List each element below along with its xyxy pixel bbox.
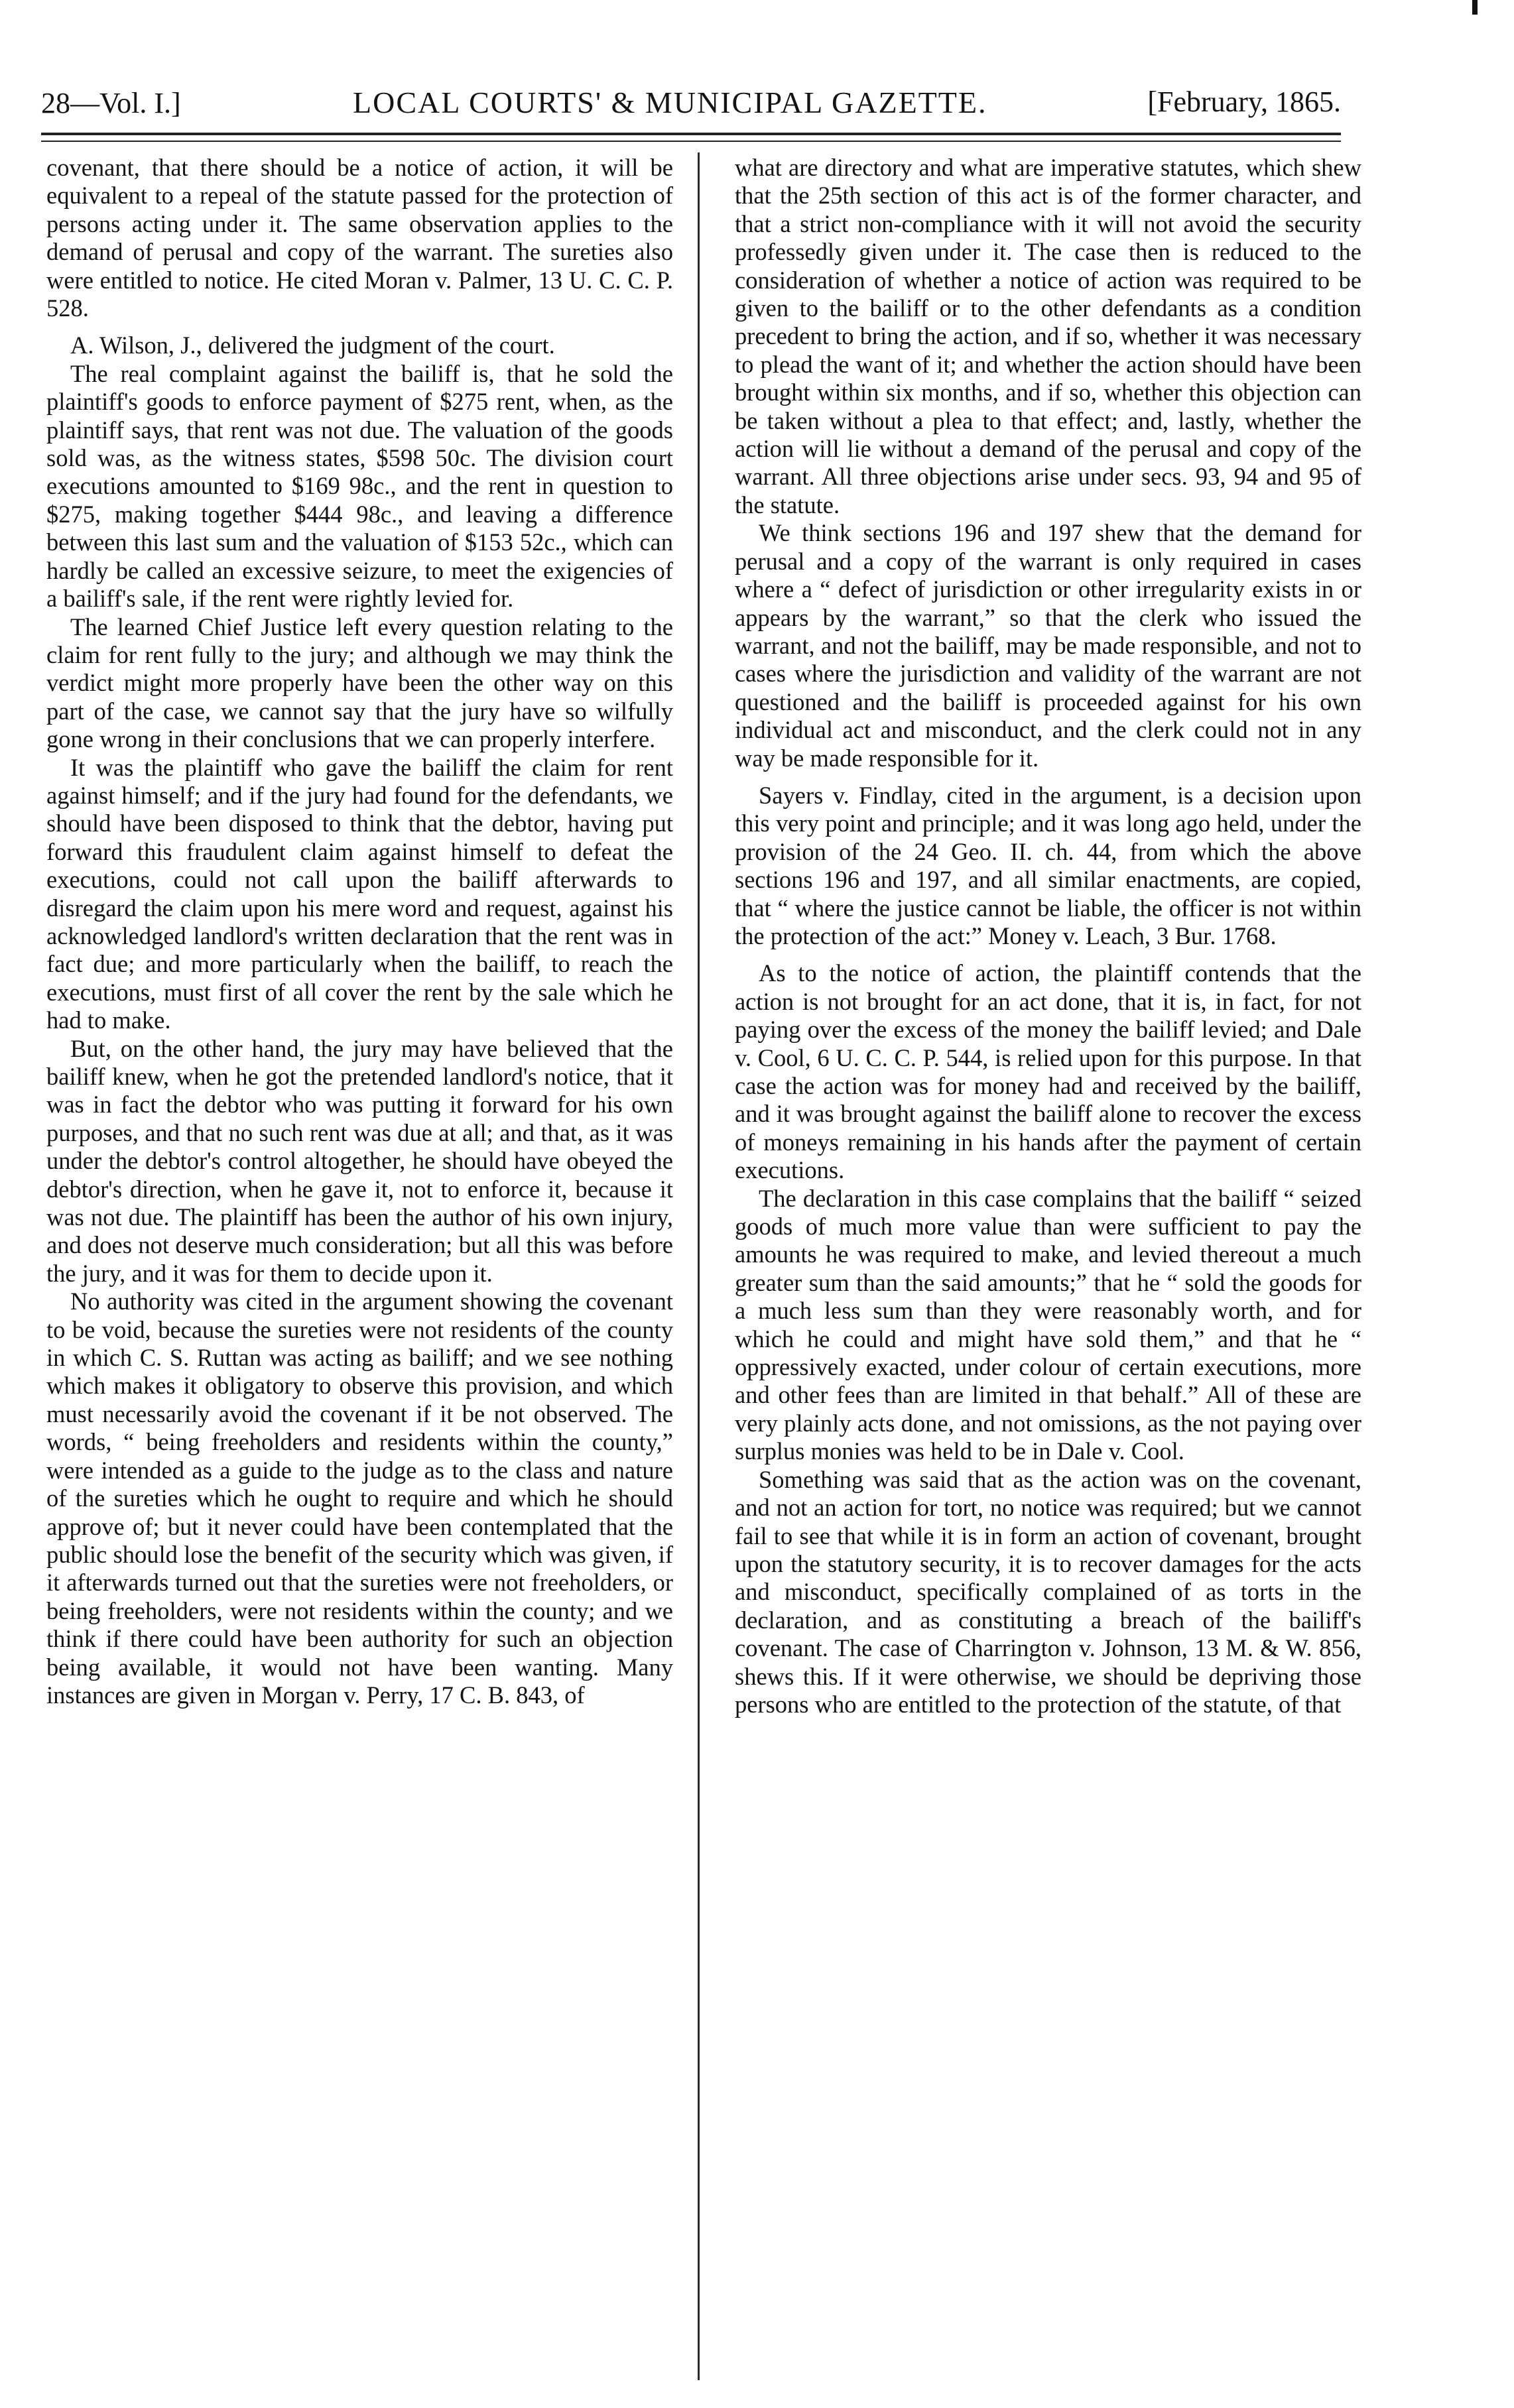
header-rule-thin	[41, 141, 1341, 142]
left-column	[46, 154, 673, 1709]
paragraph: The declaration in this case complains that the bailiff “ seized goods of much more value than were sufficient to pay the amounts he was required to make, and levied thereout a much greater sum than the said amounts;” that he “ sold the goods for a much less sum than they were reasonably worth, and for which he could and might have sold them,” and that he “ oppressively exacted, under colour of certain executions, more and other fees than are limited in that behalf.” All of these are very plainly acts done, and not omissions, as the not paying over surplus monies was held to be in Dale v. Cool.	[735, 1184, 1361, 1465]
paragraph: A. Wilson, J., delivered the judgment of the court.	[70, 331, 555, 359]
issue-date: [February, 1865.	[1147, 86, 1341, 118]
paragraph: what are directory and what are imperative statutes, which shew that the 25th section of this act is of the former character, and that a strict non-compliance with it will not avoid the security professedly given under it. The case then is reduced to the consideration of whether a notice of action was required to be given to the bailiff or to the other defendants as a condition precedent to bring the action, and if so, whether it was necessary to plead the want of it; and whether the action should have been brought within six months, and if so, whether this objection can be taken without a plea to that effect; and, lastly, whether the action will lie without a demand of the perusal and copy of the warrant. All three objections arise under secs. 93, 94 and 95 of the statute.	[735, 154, 1361, 518]
paragraph: But, on the other hand, the jury may have believed that the bailiff knew, when he got the pretended landlord's notice, that it was in fact the debtor who was putting it forward for his own purposes, and that no such rent was due at all; and that, as it was under the debtor's control altogether, he should have obeyed the debtor's direction, when he gave it, not to enforce it, because it was not due. The plaintiff has been the author of his own injury, and does not deserve much consideration; but all this was before the jury, and it was for them to decide upon it.	[46, 1034, 673, 1287]
header-rule-thick	[41, 133, 1341, 135]
publication-title: LOCAL COURTS' & MUNICIPAL GAZETTE.	[353, 86, 987, 119]
paragraph: covenant, that there should be a notice of action, it will be equivalent to a repeal of the statute passed for the protection of persons acting under it. The same observation applies to the demand of perusal and copy of the warrant. The sureties also were entitled to notice. He cited Moran v. Palmer, 13 U. C. C. P. 528.	[46, 154, 673, 322]
page-number-volume: 28—Vol. I.]	[41, 87, 181, 119]
paragraph: We think sections 196 and 197 shew that the demand for perusal and a copy of the warrant is only required in cases where a “ defect of jurisdiction or other irregularity exists in or appears by the warrant,” so that the clerk who issued the warrant, and not the bailiff, may be made responsible, and not to cases where the jurisdiction and validity of the warrant are not questioned and the bailiff is proceeded against for his own individual act and misconduct, and the clerk could not in any way be made responsible for it.	[735, 519, 1361, 772]
paragraph: As to the notice of action, the plaintiff contends that the action is not brought for an act done, that it is, in fact, for not paying over the excess of the money the bailiff levied; and Dale v. Cool, 6 U. C. C. P. 544, is relied upon for this purpose. In that case the action was for money had and received by the bailiff, and it was brought against the bailiff alone to recover the excess of moneys remaining in his hands after the payment of certain executions.	[735, 959, 1361, 1184]
right-column	[735, 154, 1361, 1718]
paragraph: The learned Chief Justice left every question relating to the claim for rent fully to the jury; and although we may think the verdict might more properly have been the other way on this part of the case, we cannot say that the jury have so wilfully gone wrong in their conclusions that we can properly interfere.	[46, 613, 673, 753]
paragraph: The real complaint against the bailiff is, that he sold the plaintiff's goods to enforce payment of $275 rent, when, as the plaintiff says, that rent was not due. The valuation of the goods sold was, as the witness states, $598 50c. The division court executions amounted to $169 98c., and the rent in question to $275, making together $444 98c., and leaving a difference between this last sum and the valuation of $153 52c., which can hardly be called an excessive seizure, to meet the exigencies of a bailiff's sale, if the rent were rightly levied for.	[46, 359, 673, 613]
paragraph: It was the plaintiff who gave the bailiff the claim for rent against himself; and if the jury had found for the defendants, we should have been disposed to think that the debtor, having put forward this fraudulent claim against himself to defeat the executions, could not call upon the bailiff afterwards to disregard the claim upon his mere word and request, against his acknowledged landlord's written declaration that the rent was in fact due; and more particularly when the bailiff, to reach the executions, must first of all cover the rent by the sale which he had to make.	[46, 753, 673, 1034]
column-divider	[698, 152, 700, 2380]
paragraph: Something was said that as the action was on the covenant, and not an action for tort, no notice was required; but we cannot fail to see that while it is in form an action of covenant, brought upon the statutory security, it is to recover damages for the acts and misconduct, specifically complained of as torts in the declaration, and as constituting a breach of the bailiff's covenant. The case of Charrington v. Johnson, 13 M. & W. 856, shews this. If it were otherwise, we should be depriving those persons who are entitled to the protection of the statute, of that	[735, 1465, 1361, 1718]
paragraph: Sayers v. Findlay, cited in the argument, is a decision upon this very point and principle; and it was long ago held, under the provision of the 24 Geo. II. ch. 44, from which the above sections 196 and 197, and all similar enactments, are copied, that “ where the justice cannot be liable, the officer is not within the protection of the act:” Money v. Leach, 3 Bur. 1768.	[735, 781, 1361, 949]
paragraph: No authority was cited in the argument showing the covenant to be void, because the sureties were not residents of the county in which C. S. Ruttan was acting as bailiff; and we see nothing which makes it obligatory to observe this provision, and which must necessarily avoid the covenant if it be not observed. The words, “ being freeholders and residents within the county,” were intended as a guide to the judge as to the class and nature of the sureties which he ought to require and which he should approve of; but it never could have been contemplated that the public should lose the benefit of the security which was given, if it afterwards turned out that the sureties were not freeholders, or being freeholders, were not residents within the county; and we think if there could have been authority for such an objection being available, it would not have been wanting. Many instances are given in Morgan v. Perry, 17 C. B. 843, of	[46, 1288, 673, 1709]
corner-mark	[1472, 0, 1478, 15]
page-header	[41, 58, 1341, 118]
